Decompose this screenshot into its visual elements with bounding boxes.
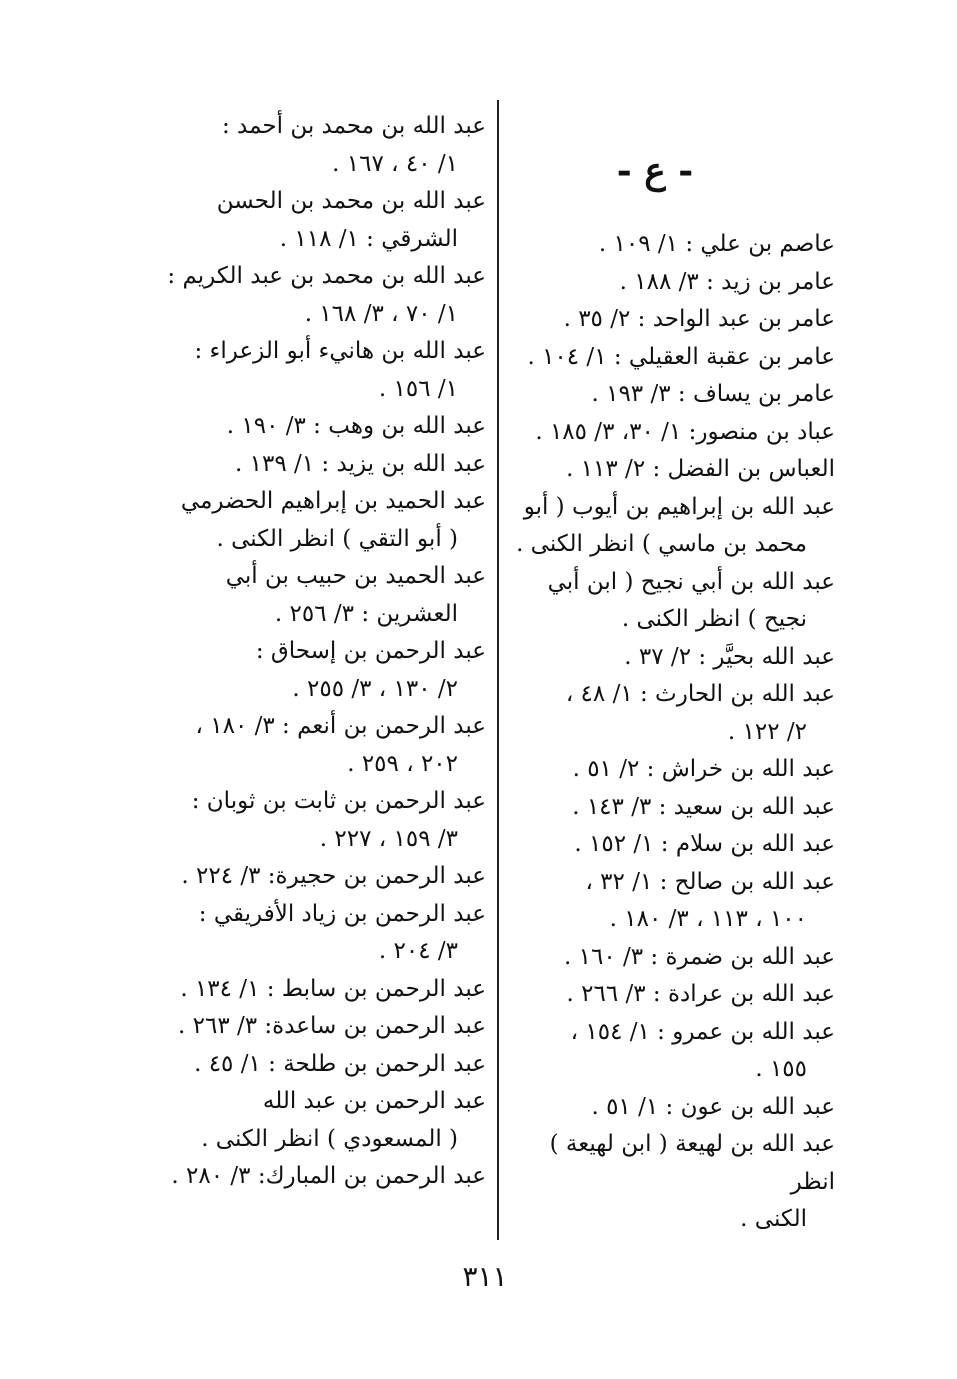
index-entry bbox=[505, 939, 835, 977]
entry-line: عبد الله بن أبي نجيح ( ابن أبي bbox=[547, 568, 835, 595]
index-entry bbox=[146, 258, 486, 333]
index-entry bbox=[146, 1083, 486, 1158]
index-entry bbox=[146, 633, 486, 708]
entry-line: عبد الله بن لهيعة ( ابن لهيعة ) انظر bbox=[549, 1131, 835, 1195]
index-entry bbox=[505, 976, 835, 1014]
entry-continuation-line: العشرين : ٣/ ٢٥٦ . bbox=[274, 600, 458, 627]
index-entry bbox=[505, 751, 835, 789]
index-entry bbox=[505, 414, 835, 452]
index-entry bbox=[146, 858, 486, 896]
entry-line: عبد الله بحيَّر : ٢/ ٣٧ . bbox=[624, 643, 835, 670]
index-entry bbox=[146, 1158, 486, 1196]
index-entry bbox=[505, 376, 835, 414]
column-divider bbox=[497, 100, 499, 1240]
entry-continuation-line: ١٠٠ ، ١١٣ ، ٣/ ١٨٠ . bbox=[609, 906, 807, 932]
entry-continuation-line: ٣/ ١٥٩ ، ٢٢٧ . bbox=[319, 825, 458, 852]
entry-line: عبد الله بن صالح : ١/ ٣٢ ، bbox=[585, 868, 835, 895]
entry-line: عبد الرحمن بن ثابت بن ثوبان : bbox=[191, 788, 486, 814]
index-entry bbox=[505, 301, 835, 339]
entry-line: عبد الله بن محمد بن الحسن bbox=[216, 188, 486, 214]
entry-continuation-line: ٣/ ٢٠٤ . bbox=[378, 938, 458, 964]
entry-continuation-line: ٢/ ١٢٢ . bbox=[727, 718, 807, 745]
index-entry bbox=[505, 864, 835, 939]
index-entry bbox=[505, 489, 835, 564]
entry-continuation-line: محمد بن ماسي ) انظر الكنى . bbox=[516, 531, 807, 557]
entry-continuation-line: ٢٠٢ ، ٢٥٩ . bbox=[347, 750, 458, 777]
entry-continuation-line: ( المسعودي ) انظر الكنى . bbox=[201, 1125, 458, 1152]
index-entry bbox=[505, 264, 835, 302]
entry-continuation-line: ١٥٥ . bbox=[755, 1056, 807, 1082]
entry-line: عبد الرحمن بن عبد الله bbox=[262, 1088, 486, 1114]
entry-line: عبد الله بن إبراهيم بن أيوب ( أبو bbox=[523, 493, 835, 520]
entry-line: عبد الله بن محمد بن عبد الكريم : bbox=[167, 263, 486, 289]
entry-continuation-line: ١/ ١٥٦ . bbox=[378, 375, 458, 402]
index-entry bbox=[505, 789, 835, 827]
entry-line: عبد الله بن يزيد : ١/ ١٣٩ . bbox=[235, 450, 486, 477]
page-number: ٣١١ bbox=[462, 1260, 508, 1293]
index-entry bbox=[505, 826, 835, 864]
entry-line: عبد الله بن عمرو : ١/ ١٥٤ ، bbox=[570, 1018, 835, 1045]
entry-continuation-line: ( أبو التقي ) انظر الكنى . bbox=[216, 525, 458, 552]
entry-line: عبد الله بن سعيد : ٣/ ١٤٣ . bbox=[572, 793, 835, 820]
index-entry bbox=[146, 483, 486, 558]
entry-line: عبد الله بن الحارث : ١/ ٤٨ ، bbox=[565, 681, 835, 707]
index-entry bbox=[146, 708, 486, 783]
index-entry bbox=[505, 451, 835, 489]
entry-line: عامر بن عقبة العقيلي : ١/ ١٠٤ . bbox=[527, 343, 835, 370]
index-entry bbox=[505, 676, 835, 751]
index-entry bbox=[146, 1046, 486, 1084]
entry-line: عبد الرحمن بن زياد الأفريقي : bbox=[198, 900, 486, 927]
entry-line: عبد الله بن سلام : ١/ ١٥٢ . bbox=[574, 831, 835, 857]
index-entry bbox=[146, 333, 486, 408]
section-letter-heading: - ع - bbox=[616, 150, 694, 192]
entry-line: عامر بن عبد الواحد : ٢/ ٣٥ . bbox=[563, 306, 835, 332]
index-entry bbox=[505, 1014, 835, 1089]
entry-line: عبد الحميد بن حبيب بن أبي bbox=[225, 563, 486, 589]
entry-line: عاصم بن علي : ١/ ١٠٩ . bbox=[598, 231, 835, 257]
index-entry bbox=[146, 783, 486, 858]
entry-line: عبد الله بن خراش : ٢/ ٥١ . bbox=[572, 756, 835, 782]
entry-line: عبد الرحمن بن حجيرة: ٣/ ٢٢٤ . bbox=[181, 863, 486, 889]
index-entry bbox=[146, 971, 486, 1009]
left-column bbox=[146, 108, 486, 1196]
entry-line: عبد الله بن وهب : ٣/ ١٩٠ . bbox=[226, 413, 486, 439]
entry-continuation-line: ١/ ٧٠ ، ٣/ ١٦٨ . bbox=[304, 300, 458, 327]
index-entry bbox=[505, 564, 835, 639]
entry-continuation-line: ١/ ٤٠ ، ١٦٧ . bbox=[332, 150, 458, 177]
index-entry bbox=[146, 558, 486, 633]
entry-line: عبد الله بن عون : ١/ ٥١ . bbox=[591, 1093, 835, 1120]
entry-line: عبد الرحمن بن إسحاق : bbox=[255, 638, 486, 664]
index-entry bbox=[146, 1008, 486, 1046]
index-entry bbox=[146, 108, 486, 183]
entry-line: عبد الحميد بن إبراهيم الحضرمي bbox=[180, 488, 486, 514]
entry-line: عبد الرحمن بن ساعدة: ٣/ ٢٦٣ . bbox=[178, 1013, 486, 1039]
index-entry bbox=[505, 639, 835, 677]
entry-continuation-line: نجيح ) انظر الكنى . bbox=[621, 606, 807, 632]
entry-line: عبد الله بن هانيء أبو الزعراء : bbox=[194, 338, 486, 364]
entry-continuation-line: الكنى . bbox=[740, 1206, 807, 1232]
index-entry bbox=[505, 226, 835, 264]
index-entry bbox=[146, 183, 486, 258]
entry-line: عبد الرحمن بن أنعم : ٣/ ١٨٠ ، bbox=[195, 713, 486, 739]
entry-line: عامر بن زيد : ٣/ ١٨٨ . bbox=[619, 268, 835, 295]
entry-line: عامر بن يساف : ٣/ ١٩٣ . bbox=[591, 381, 835, 407]
index-entry bbox=[505, 1126, 835, 1239]
entry-line: عباد بن منصور: ١/ ٣٠، ٣/ ١٨٥ . bbox=[535, 418, 835, 445]
index-entry bbox=[146, 408, 486, 446]
entry-line: عبد الرحمن بن المبارك: ٣/ ٢٨٠ . bbox=[171, 1163, 486, 1189]
right-column bbox=[505, 226, 835, 1239]
index-entry bbox=[146, 896, 486, 971]
index-entry bbox=[505, 339, 835, 377]
index-entry bbox=[505, 1089, 835, 1127]
entry-continuation-line: ٢/ ١٣٠ ، ٣/ ٢٥٥ . bbox=[292, 675, 458, 702]
entry-line: عبد الرحمن بن طلحة : ١/ ٤٥ . bbox=[194, 1050, 486, 1077]
entry-line: عبد الله بن عرادة : ٣/ ٢٦٦ . bbox=[566, 981, 835, 1007]
entry-line: عبد الله بن محمد بن أحمد : bbox=[221, 113, 486, 139]
entry-line: عبد الرحمن بن سابط : ١/ ١٣٤ . bbox=[180, 975, 486, 1002]
entry-continuation-line: الشرقي : ١/ ١١٨ . bbox=[279, 225, 458, 252]
index-entry bbox=[146, 446, 486, 484]
entry-line: عبد الله بن ضمرة : ٣/ ١٦٠ . bbox=[564, 943, 835, 970]
entry-line: العباس بن الفضل : ٢/ ١١٣ . bbox=[566, 456, 835, 482]
